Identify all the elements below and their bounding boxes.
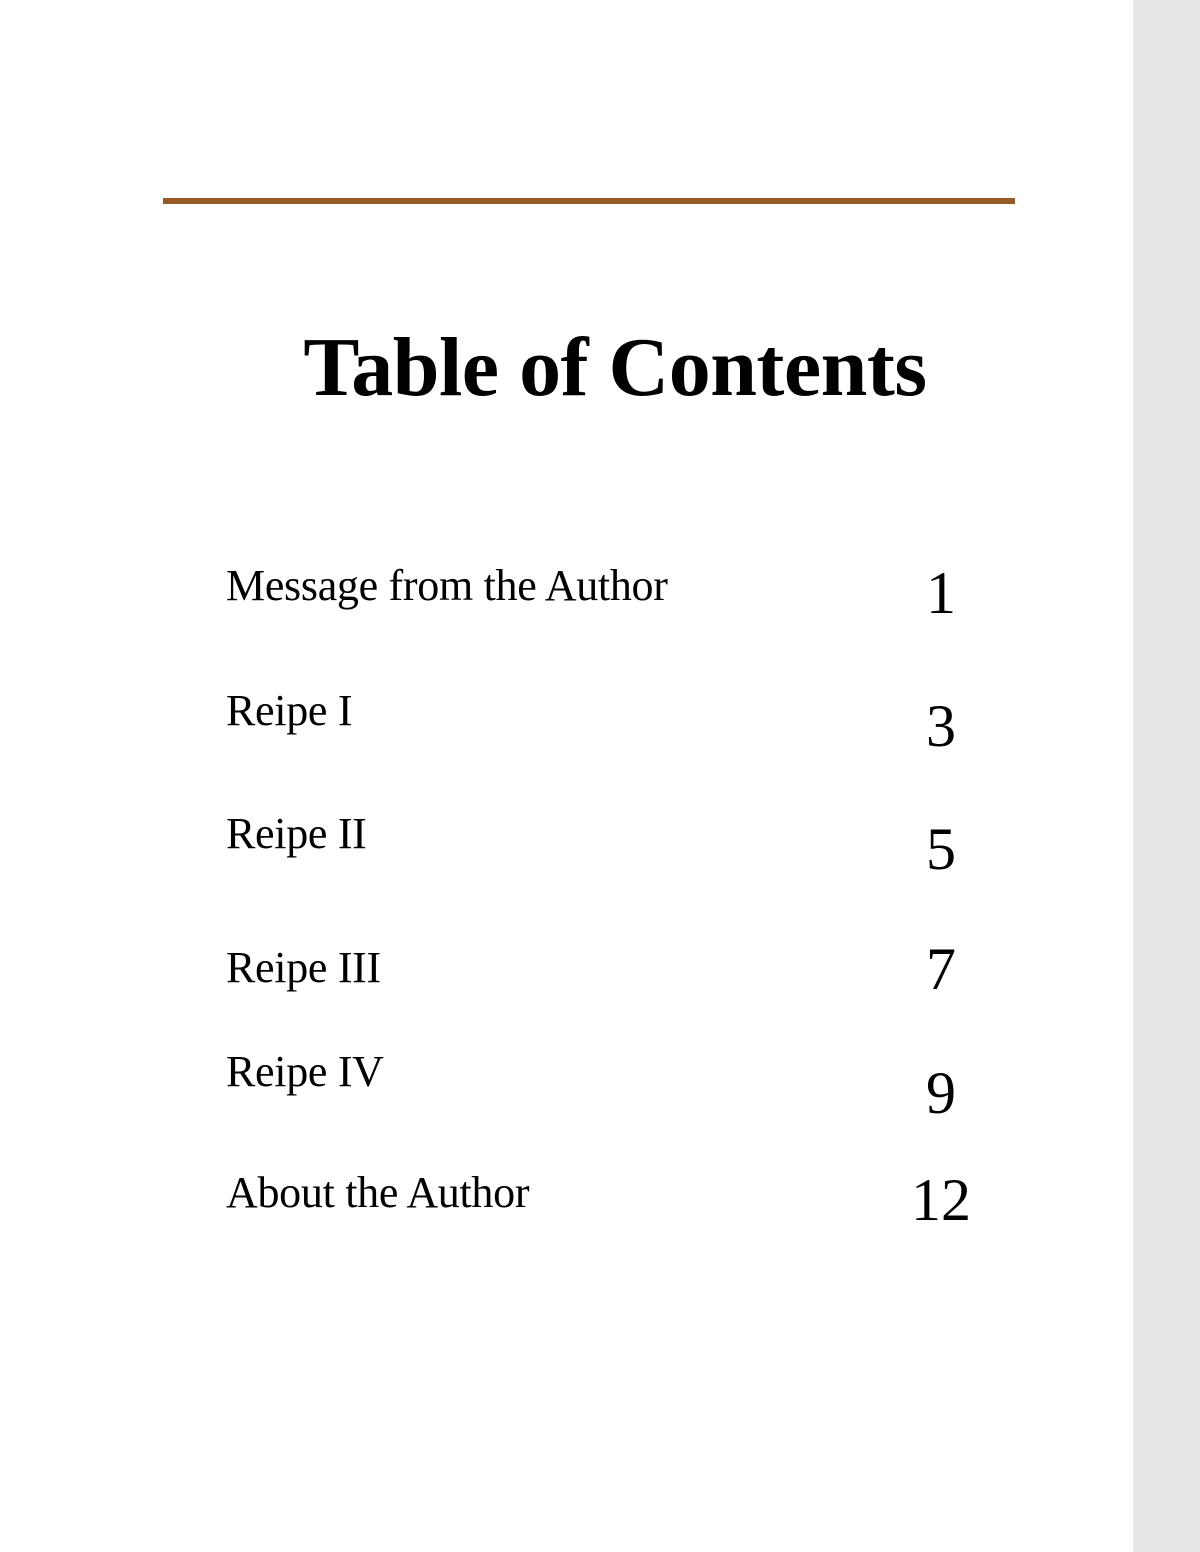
toc-entry	[226, 1165, 976, 1233]
page-title: Table of Contents	[303, 321, 927, 414]
toc-entry	[226, 806, 976, 882]
toc-entry-page-number: 12	[911, 1167, 971, 1233]
toc-entry	[226, 1044, 976, 1126]
toc-entry-page-number: 1	[926, 560, 956, 626]
toc-entry	[226, 683, 976, 759]
toc-entry-label: Reipe II	[226, 809, 367, 858]
toc-entry	[226, 936, 976, 1002]
toc-entry-page-number: 9	[926, 1060, 956, 1126]
toc-entry-label: Message from the Author	[226, 561, 668, 610]
toc-entry-page-number: 7	[926, 936, 956, 1002]
toc-entry-page-number: 3	[926, 693, 956, 759]
toc-entry-page-number: 5	[926, 816, 956, 882]
toc-entry-label: Reipe I	[226, 686, 353, 735]
toc-entry	[226, 558, 976, 626]
side-panel	[1133, 0, 1200, 1552]
toc-entry-label: Reipe III	[226, 943, 381, 992]
toc-entry-label: About the Author	[226, 1168, 530, 1217]
accent-divider	[163, 198, 1015, 204]
toc-entry-label: Reipe IV	[226, 1047, 384, 1096]
